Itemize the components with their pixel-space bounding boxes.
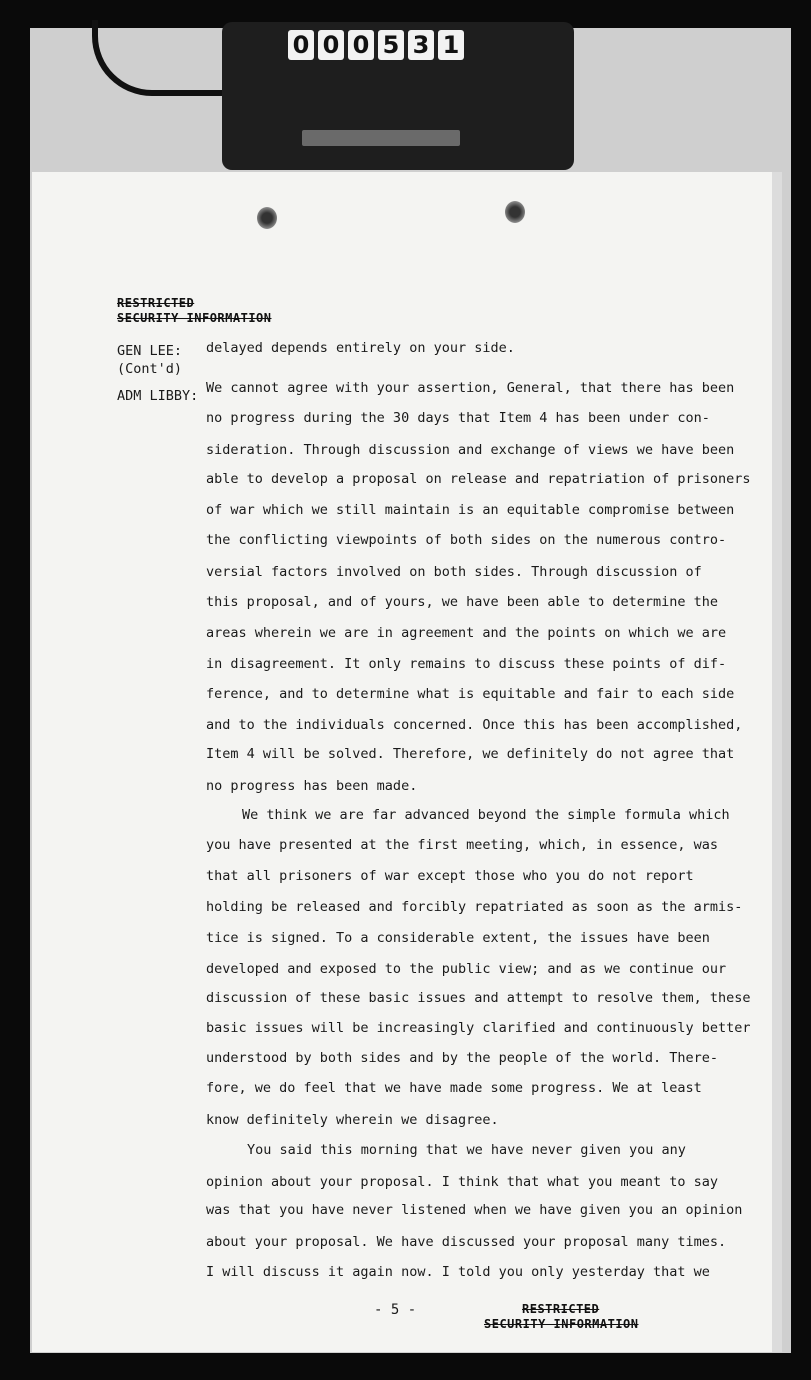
body-line: was that you have never listened when we have given you an opinion xyxy=(206,1202,743,1218)
body-line: about your proposal. We have discussed your proposal many times. xyxy=(206,1234,727,1250)
body-line: no progress during the 30 days that Item 4 has been under con- xyxy=(206,410,710,426)
document-page xyxy=(32,172,782,1352)
classification-security-information: SECURITY INFORMATION xyxy=(117,311,272,325)
body-line: sideration. Through discussion and exchange of views we have been xyxy=(206,442,735,458)
body-line: opinion about your proposal. I think that what you meant to say xyxy=(206,1174,719,1190)
counter-plate xyxy=(302,130,460,146)
body-line: the conflicting viewpoints of both sides on the numerous contro- xyxy=(206,532,727,548)
body-line: Item 4 will be solved. Therefore, we definitely do not agree that xyxy=(206,746,735,762)
body-line: You said this morning that we have never given you any xyxy=(247,1142,686,1158)
body-line: delayed depends entirely on your side. xyxy=(206,340,515,356)
punch-hole xyxy=(257,207,277,229)
body-line: developed and exposed to the public view; and as we continue our xyxy=(206,961,727,977)
body-line: able to develop a proposal on release and repatriation of prisoners xyxy=(206,471,751,487)
body-line: and to the individuals concerned. Once this has been accomplished, xyxy=(206,717,743,733)
body-line: no progress has been made. xyxy=(206,778,418,794)
body-line: know definitely wherein we disagree. xyxy=(206,1112,499,1128)
punch-hole xyxy=(505,201,525,223)
body-line: fore, we do feel that we have made some progress. We at least xyxy=(206,1080,702,1096)
body-line: of war which we still maintain is an equitable compromise between xyxy=(206,502,735,518)
counter-digit: 0 xyxy=(348,30,374,60)
counter-digit: 1 xyxy=(438,30,464,60)
classification-restricted: RESTRICTED xyxy=(117,296,195,310)
body-line: this proposal, and of yours, we have been able to determine the xyxy=(206,594,719,610)
body-line: ference, and to determine what is equitable and fair to each side xyxy=(206,686,735,702)
body-line: We cannot agree with your assertion, General, that there has been xyxy=(206,380,735,396)
body-line: I will discuss it again now. I told you only yesterday that we xyxy=(206,1264,710,1280)
counter-digit: 0 xyxy=(318,30,344,60)
speaker-adm-libby: ADM LIBBY: xyxy=(117,388,199,404)
body-line: We think we are far advanced beyond the simple formula which xyxy=(242,807,730,823)
counter-digit: 0 xyxy=(288,30,314,60)
header-classification xyxy=(117,296,272,326)
frame-counter xyxy=(288,30,464,60)
body-line: tice is signed. To a considerable extent, the issues have been xyxy=(206,930,710,946)
classification-security-information: SECURITY INFORMATION xyxy=(484,1317,639,1331)
classification-restricted: RESTRICTED xyxy=(522,1302,600,1316)
body-line: that all prisoners of war except those who you do not report xyxy=(206,868,694,884)
counter-digit: 3 xyxy=(408,30,434,60)
body-line: holding be released and forcibly repatriated as soon as the armis- xyxy=(206,899,743,915)
speaker-gen-lee: GEN LEE: (Cont'd) xyxy=(117,343,183,377)
body-line: understood by both sides and by the people of the world. There- xyxy=(206,1050,719,1066)
body-line: you have presented at the first meeting, which, in essence, was xyxy=(206,837,719,853)
counter-digit: 5 xyxy=(378,30,404,60)
body-line: basic issues will be increasingly clarified and continuously better xyxy=(206,1020,751,1036)
body-line: in disagreement. It only remains to discuss these points of dif- xyxy=(206,656,727,672)
body-line: versial factors involved on both sides. Through discussion of xyxy=(206,564,702,580)
body-line: discussion of these basic issues and attempt to resolve them, these xyxy=(206,990,751,1006)
footer-classification xyxy=(484,1302,639,1332)
page-number: - 5 - xyxy=(374,1302,417,1318)
body-line: areas wherein we are in agreement and the points on which we are xyxy=(206,625,727,641)
